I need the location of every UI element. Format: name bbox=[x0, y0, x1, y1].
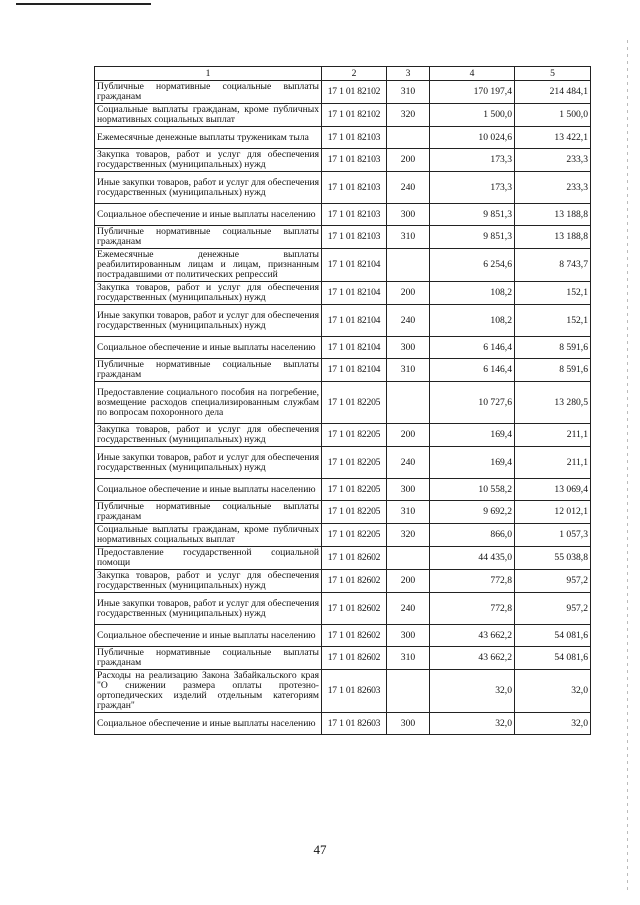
budget-table bbox=[94, 66, 591, 735]
row-value-2019: 43 662,2 bbox=[430, 625, 515, 647]
table-row bbox=[95, 625, 591, 647]
row-code: 17 1 01 82205 bbox=[322, 447, 387, 479]
table-row bbox=[95, 249, 591, 282]
row-name: Ежемесячные денежные выплаты реабилитированным лицам и лицам, признанным пострадавшими от политических репрессий bbox=[95, 249, 322, 282]
row-code: 17 1 01 82602 bbox=[322, 570, 387, 593]
row-code: 17 1 01 82103 bbox=[322, 149, 387, 172]
table-row bbox=[95, 547, 591, 570]
row-value-2020: 1 057,3 bbox=[515, 524, 591, 547]
row-code: 17 1 01 82205 bbox=[322, 501, 387, 524]
row-code: 17 1 01 82104 bbox=[322, 282, 387, 305]
table-row bbox=[95, 172, 591, 204]
row-code: 17 1 01 82102 bbox=[322, 104, 387, 127]
row-value-2019: 173,3 bbox=[430, 149, 515, 172]
row-value-2020: 1 500,0 bbox=[515, 104, 591, 127]
row-name: Социальное обеспечение и иные выплаты населению bbox=[95, 625, 322, 647]
row-value-2020: 214 484,1 bbox=[515, 81, 591, 104]
row-expense-type: 310 bbox=[387, 359, 430, 382]
row-value-2020: 233,3 bbox=[515, 149, 591, 172]
row-expense-type: 300 bbox=[387, 625, 430, 647]
table-row bbox=[95, 204, 591, 226]
row-expense-type: 310 bbox=[387, 81, 430, 104]
row-name: Закупка товаров, работ и услуг для обеспечения государственных (муниципальных) нужд bbox=[95, 282, 322, 305]
row-name: Предоставление социального пособия на погребение, возмещение расходов специализированным службам по вопросам похоронного дела bbox=[95, 382, 322, 424]
row-value-2020: 12 012,1 bbox=[515, 501, 591, 524]
row-code: 17 1 01 82104 bbox=[322, 337, 387, 359]
table-row bbox=[95, 670, 591, 713]
table-row bbox=[95, 593, 591, 625]
table-row bbox=[95, 81, 591, 104]
row-value-2020: 13 188,8 bbox=[515, 204, 591, 226]
row-expense-type bbox=[387, 249, 430, 282]
row-code: 17 1 01 82102 bbox=[322, 81, 387, 104]
row-name: Иные закупки товаров, работ и услуг для обеспечения государственных (муниципальных) нужд bbox=[95, 593, 322, 625]
row-expense-type: 310 bbox=[387, 647, 430, 670]
row-value-2020: 13 422,1 bbox=[515, 127, 591, 149]
row-value-2019: 10 727,6 bbox=[430, 382, 515, 424]
row-value-2019: 10 024,6 bbox=[430, 127, 515, 149]
row-value-2019: 1 500,0 bbox=[430, 104, 515, 127]
row-code: 17 1 01 82103 bbox=[322, 204, 387, 226]
row-code: 17 1 01 82205 bbox=[322, 479, 387, 501]
row-expense-type: 300 bbox=[387, 204, 430, 226]
row-value-2020: 13 280,5 bbox=[515, 382, 591, 424]
row-value-2019: 772,8 bbox=[430, 593, 515, 625]
row-name: Иные закупки товаров, работ и услуг для обеспечения государственных (муниципальных) нужд bbox=[95, 447, 322, 479]
table-row bbox=[95, 359, 591, 382]
table-row bbox=[95, 424, 591, 447]
row-value-2019: 43 662,2 bbox=[430, 647, 515, 670]
row-value-2020: 152,1 bbox=[515, 282, 591, 305]
row-value-2019: 9 851,3 bbox=[430, 204, 515, 226]
row-value-2020: 32,0 bbox=[515, 713, 591, 735]
header-cell: 5 bbox=[515, 67, 591, 81]
table-row bbox=[95, 647, 591, 670]
row-code: 17 1 01 82205 bbox=[322, 382, 387, 424]
row-value-2020: 211,1 bbox=[515, 447, 591, 479]
row-code: 17 1 01 82104 bbox=[322, 249, 387, 282]
table-row bbox=[95, 104, 591, 127]
row-name: Закупка товаров, работ и услуг для обеспечения государственных (муниципальных) нужд bbox=[95, 149, 322, 172]
row-name: Социальное обеспечение и иные выплаты населению bbox=[95, 479, 322, 501]
row-expense-type bbox=[387, 127, 430, 149]
row-code: 17 1 01 82205 bbox=[322, 524, 387, 547]
top-rule bbox=[16, 3, 151, 5]
table-row bbox=[95, 127, 591, 149]
row-value-2020: 152,1 bbox=[515, 305, 591, 337]
row-value-2020: 55 038,8 bbox=[515, 547, 591, 570]
table-row bbox=[95, 447, 591, 479]
row-value-2020: 957,2 bbox=[515, 570, 591, 593]
row-value-2019: 9 692,2 bbox=[430, 501, 515, 524]
header-cell: 3 bbox=[387, 67, 430, 81]
table-row bbox=[95, 382, 591, 424]
row-name: Публичные нормативные социальные выплаты гражданам bbox=[95, 501, 322, 524]
row-name: Предоставление государственной социальной помощи bbox=[95, 547, 322, 570]
header-cell: 4 bbox=[430, 67, 515, 81]
row-expense-type bbox=[387, 670, 430, 713]
row-expense-type: 300 bbox=[387, 713, 430, 735]
row-value-2020: 211,1 bbox=[515, 424, 591, 447]
row-expense-type: 200 bbox=[387, 570, 430, 593]
row-name: Иные закупки товаров, работ и услуг для обеспечения государственных (муниципальных) нужд bbox=[95, 172, 322, 204]
row-value-2019: 170 197,4 bbox=[430, 81, 515, 104]
row-name: Социальные выплаты гражданам, кроме публичных нормативных социальных выплат bbox=[95, 104, 322, 127]
row-expense-type: 240 bbox=[387, 593, 430, 625]
row-code: 17 1 01 82603 bbox=[322, 713, 387, 735]
row-value-2020: 54 081,6 bbox=[515, 625, 591, 647]
table-row bbox=[95, 713, 591, 735]
row-value-2019: 108,2 bbox=[430, 305, 515, 337]
row-value-2020: 957,2 bbox=[515, 593, 591, 625]
row-value-2019: 32,0 bbox=[430, 670, 515, 713]
row-expense-type: 240 bbox=[387, 305, 430, 337]
row-value-2020: 13 188,8 bbox=[515, 226, 591, 249]
row-code: 17 1 01 82602 bbox=[322, 625, 387, 647]
row-value-2020: 233,3 bbox=[515, 172, 591, 204]
row-code: 17 1 01 82602 bbox=[322, 647, 387, 670]
row-value-2020: 13 069,4 bbox=[515, 479, 591, 501]
page-edge bbox=[627, 40, 628, 890]
row-value-2019: 44 435,0 bbox=[430, 547, 515, 570]
row-name: Социальное обеспечение и иные выплаты населению bbox=[95, 337, 322, 359]
row-value-2019: 9 851,3 bbox=[430, 226, 515, 249]
row-name: Закупка товаров, работ и услуг для обеспечения государственных (муниципальных) нужд bbox=[95, 424, 322, 447]
row-name: Публичные нормативные социальные выплаты гражданам bbox=[95, 226, 322, 249]
row-code: 17 1 01 82104 bbox=[322, 305, 387, 337]
header-cell: 1 bbox=[95, 67, 322, 81]
row-expense-type: 200 bbox=[387, 282, 430, 305]
row-expense-type: 320 bbox=[387, 524, 430, 547]
row-value-2020: 54 081,6 bbox=[515, 647, 591, 670]
row-name: Расходы на реализацию Закона Забайкальского края "О снижении размера оплаты протезно-ортопедических изделий отдельным категориям граждан" bbox=[95, 670, 322, 713]
row-value-2019: 10 558,2 bbox=[430, 479, 515, 501]
row-name: Публичные нормативные социальные выплаты гражданам bbox=[95, 359, 322, 382]
row-expense-type: 200 bbox=[387, 424, 430, 447]
row-expense-type: 200 bbox=[387, 149, 430, 172]
header-cell: 2 bbox=[322, 67, 387, 81]
table-row bbox=[95, 282, 591, 305]
row-name: Социальное обеспечение и иные выплаты населению bbox=[95, 713, 322, 735]
row-name: Социальное обеспечение и иные выплаты населению bbox=[95, 204, 322, 226]
row-value-2020: 8 591,6 bbox=[515, 337, 591, 359]
table-row bbox=[95, 501, 591, 524]
row-value-2019: 866,0 bbox=[430, 524, 515, 547]
row-code: 17 1 01 82103 bbox=[322, 172, 387, 204]
row-name: Социальные выплаты гражданам, кроме публичных нормативных социальных выплат bbox=[95, 524, 322, 547]
table-row bbox=[95, 479, 591, 501]
row-value-2019: 169,4 bbox=[430, 447, 515, 479]
header-row bbox=[95, 67, 591, 81]
table-row bbox=[95, 149, 591, 172]
row-code: 17 1 01 82602 bbox=[322, 593, 387, 625]
row-value-2019: 6 146,4 bbox=[430, 359, 515, 382]
row-expense-type: 240 bbox=[387, 447, 430, 479]
row-value-2019: 32,0 bbox=[430, 713, 515, 735]
row-value-2020: 8 591,6 bbox=[515, 359, 591, 382]
row-code: 17 1 01 82602 bbox=[322, 547, 387, 570]
page-number: 47 bbox=[313, 842, 327, 857]
row-value-2019: 108,2 bbox=[430, 282, 515, 305]
row-value-2019: 173,3 bbox=[430, 172, 515, 204]
row-expense-type bbox=[387, 382, 430, 424]
table-row bbox=[95, 226, 591, 249]
row-expense-type: 240 bbox=[387, 172, 430, 204]
row-name: Публичные нормативные социальные выплаты гражданам bbox=[95, 647, 322, 670]
row-value-2020: 32,0 bbox=[515, 670, 591, 713]
row-value-2019: 6 254,6 bbox=[430, 249, 515, 282]
row-expense-type: 300 bbox=[387, 479, 430, 501]
table-row bbox=[95, 305, 591, 337]
table-row bbox=[95, 524, 591, 547]
row-code: 17 1 01 82104 bbox=[322, 359, 387, 382]
table-row bbox=[95, 337, 591, 359]
row-expense-type: 300 bbox=[387, 337, 430, 359]
row-expense-type: 310 bbox=[387, 501, 430, 524]
row-name: Ежемесячные денежные выплаты труженикам тыла bbox=[95, 127, 322, 149]
row-name: Закупка товаров, работ и услуг для обеспечения государственных (муниципальных) нужд bbox=[95, 570, 322, 593]
row-value-2019: 6 146,4 bbox=[430, 337, 515, 359]
row-code: 17 1 01 82205 bbox=[322, 424, 387, 447]
row-value-2020: 8 743,7 bbox=[515, 249, 591, 282]
row-expense-type: 310 bbox=[387, 226, 430, 249]
row-code: 17 1 01 82103 bbox=[322, 127, 387, 149]
row-value-2019: 772,8 bbox=[430, 570, 515, 593]
row-value-2019: 169,4 bbox=[430, 424, 515, 447]
row-name: Публичные нормативные социальные выплаты гражданам bbox=[95, 81, 322, 104]
row-code: 17 1 01 82603 bbox=[322, 670, 387, 713]
row-expense-type: 320 bbox=[387, 104, 430, 127]
row-code: 17 1 01 82103 bbox=[322, 226, 387, 249]
row-expense-type bbox=[387, 547, 430, 570]
table-row bbox=[95, 570, 591, 593]
row-name: Иные закупки товаров, работ и услуг для обеспечения государственных (муниципальных) нужд bbox=[95, 305, 322, 337]
